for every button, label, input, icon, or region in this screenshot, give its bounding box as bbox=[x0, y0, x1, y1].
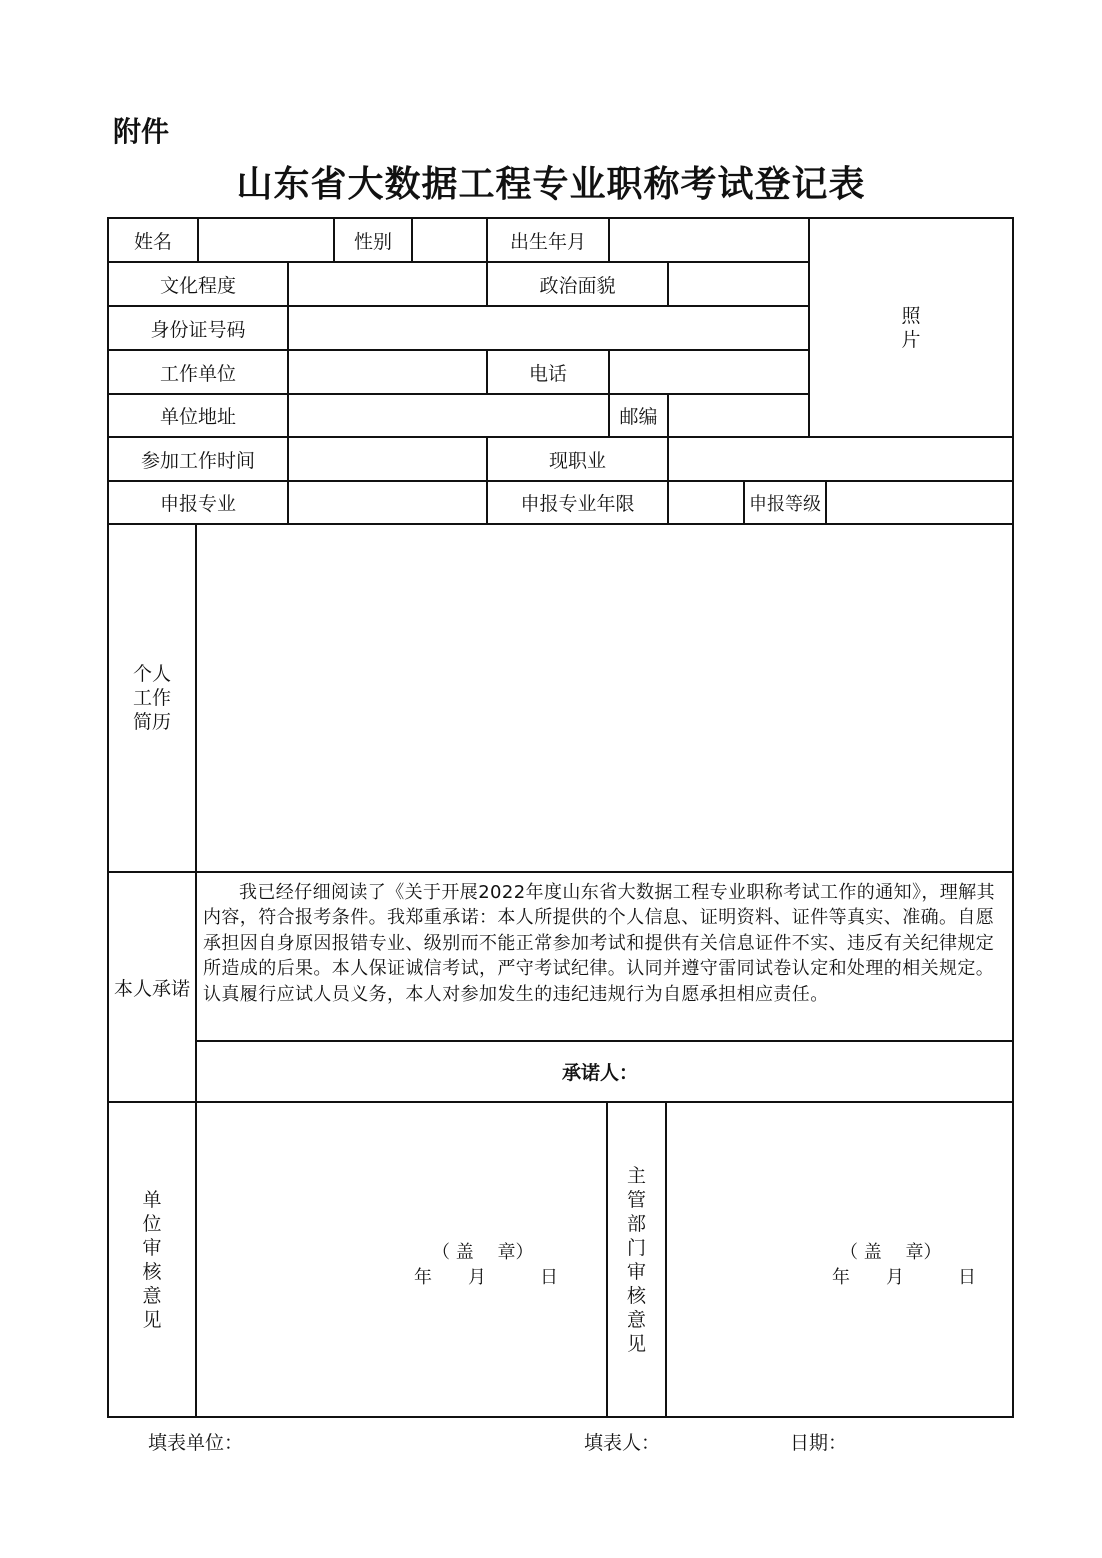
gender-label: 性别 bbox=[353, 230, 392, 253]
dept-review-label: 主管部门审核意见 bbox=[626, 1164, 646, 1355]
id-field[interactable] bbox=[289, 307, 808, 349]
date-label: 日期： bbox=[790, 1432, 848, 1454]
major-years-label: 申报专业年限 bbox=[520, 493, 635, 515]
dept-seal-text: （ 盖 章） bbox=[840, 1242, 942, 1263]
phone-label: 电话 bbox=[528, 362, 567, 385]
work-start-field[interactable] bbox=[289, 438, 486, 480]
major-label: 申报专业 bbox=[159, 493, 236, 515]
rule-resume-bottom bbox=[107, 871, 1014, 873]
current-job-label: 现职业 bbox=[548, 449, 606, 472]
postcode-field[interactable] bbox=[669, 395, 808, 436]
dept-date-text: 年 月 日 bbox=[832, 1267, 976, 1288]
education-field[interactable] bbox=[289, 263, 486, 305]
political-label: 政治面貌 bbox=[539, 274, 616, 297]
unit-review-field[interactable] bbox=[197, 1103, 606, 1416]
resume-label: 个人工作简历 bbox=[132, 663, 171, 733]
current-job-field[interactable] bbox=[669, 438, 1012, 480]
postcode-label: 邮编 bbox=[619, 406, 658, 428]
unit-review-label: 单位审核意见 bbox=[142, 1188, 162, 1331]
birth-field[interactable] bbox=[610, 219, 808, 261]
employer-field[interactable] bbox=[289, 351, 486, 393]
major-field[interactable] bbox=[289, 482, 486, 523]
political-field[interactable] bbox=[669, 263, 808, 305]
address-label: 单位地址 bbox=[159, 406, 236, 428]
name-field[interactable] bbox=[199, 219, 333, 261]
unit-seal-text: （ 盖 章） bbox=[432, 1242, 534, 1263]
work-start-label: 参加工作时间 bbox=[140, 449, 255, 472]
form-title: 山东省大数据工程专业职称考试登记表 bbox=[236, 163, 866, 205]
unit-review-label-cell bbox=[109, 1103, 195, 1416]
address-field[interactable] bbox=[289, 395, 608, 436]
attachment-label: 附件 bbox=[113, 115, 170, 148]
unit-date-text: 年 月 日 bbox=[414, 1267, 558, 1288]
pledge-text: 我已经仔细阅读了《关于开展2022年度山东省大数据工程专业职称考试工作的通知》，理解其内容，符合报考条件。我郑重承诺：本人所提供的个人信息、证明资料、证件等真实、准确。自愿承担因自身原因报错专业、级别而不能正常参加考试和提供有关信息证件不实、违反有关纪律规定所造成的后果。本人保证诚信考试，严守考试纪律。认同并遵守雷同试卷认定和处理的相关规定。认真履行应试人员义务，本人对参加发生的违纪违规行为自愿承担相应责任。 bbox=[203, 882, 996, 1005]
gender-field[interactable] bbox=[413, 219, 486, 261]
pledger-signature-field[interactable] bbox=[640, 1042, 1012, 1101]
resume-label-cell bbox=[109, 525, 195, 871]
filler-label: 填表人： bbox=[584, 1432, 661, 1454]
employer-label: 工作单位 bbox=[159, 362, 236, 385]
dept-review-label-cell bbox=[608, 1103, 665, 1416]
phone-field[interactable] bbox=[610, 351, 808, 393]
fill-unit-label: 填表单位： bbox=[148, 1432, 244, 1454]
pledge-label: 本人承诺 bbox=[113, 977, 190, 1000]
pledger-label: 承诺人： bbox=[561, 1062, 638, 1084]
level-label: 申报等级 bbox=[749, 493, 821, 515]
major-years-field[interactable] bbox=[669, 482, 743, 523]
birth-label: 出生年月 bbox=[509, 230, 586, 253]
education-label: 文化程度 bbox=[159, 274, 236, 297]
photo-box[interactable] bbox=[810, 219, 1012, 436]
level-field[interactable] bbox=[827, 482, 1012, 523]
name-label: 姓名 bbox=[133, 230, 172, 253]
id-label: 身份证号码 bbox=[150, 318, 246, 341]
photo-label: 照片 bbox=[901, 304, 921, 351]
resume-field[interactable] bbox=[197, 525, 1012, 871]
